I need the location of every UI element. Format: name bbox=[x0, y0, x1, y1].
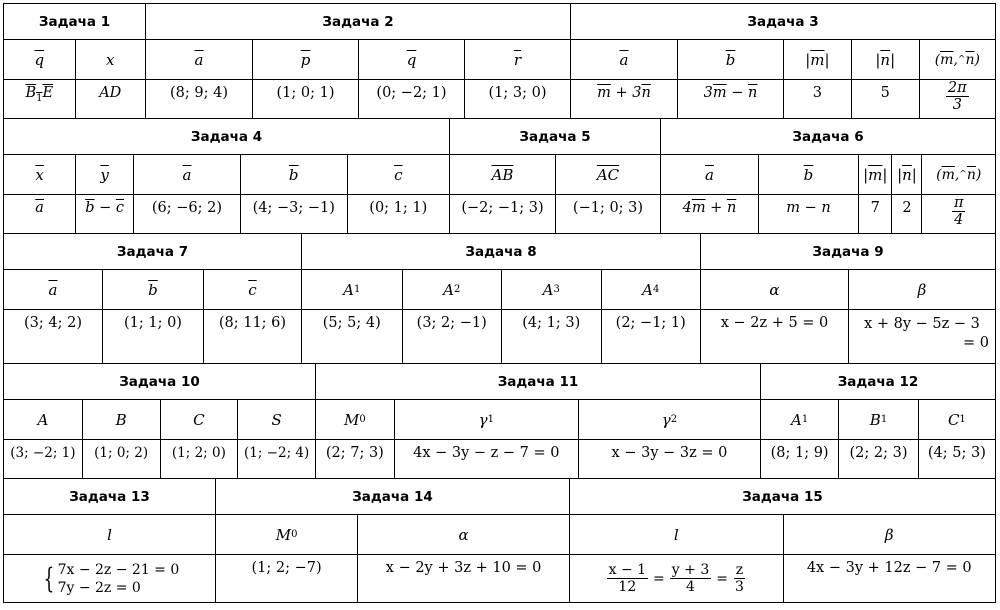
task-11 bbox=[315, 364, 760, 478]
task-title: Задача 8 bbox=[302, 234, 700, 270]
value-a4: (2; −1; 1) bbox=[615, 315, 686, 331]
header-a1: A 1 bbox=[302, 270, 402, 310]
value-b: $3\overline{m} - \overline{n}$ bbox=[703, 85, 758, 101]
band-row-1 bbox=[3, 3, 996, 118]
value-angle: $\frac{\pi}{4}$ bbox=[953, 195, 964, 228]
header-a1: A 1 bbox=[761, 400, 838, 440]
task-15 bbox=[569, 479, 996, 602]
header-b-vector: $\overline{b}$ bbox=[759, 155, 858, 195]
header-a-vector: $\overline{a}$ bbox=[134, 155, 240, 195]
task-8 bbox=[301, 234, 700, 363]
equation-system bbox=[40, 561, 180, 597]
value-angle: $\frac{2\pi}{3}$ bbox=[947, 80, 967, 113]
task-9 bbox=[700, 234, 996, 363]
task-title: Задача 12 bbox=[761, 364, 995, 400]
value-a2: (3; 2; −1) bbox=[416, 315, 487, 331]
band-row-4 bbox=[3, 363, 996, 478]
value-n-modulus: 2 bbox=[902, 200, 912, 216]
task-title: Задача 4 bbox=[4, 119, 449, 155]
header-n-modulus: | $\overline{n}$ | bbox=[892, 155, 921, 195]
header-c-vector: $\overline{c}$ bbox=[348, 155, 449, 195]
value-c: (8; 11; 6) bbox=[218, 315, 287, 331]
value-n-modulus: 5 bbox=[880, 85, 890, 101]
value-gamma1: 4x − 3y − z − 7 = 0 bbox=[413, 445, 560, 461]
header-a3: A 3 bbox=[502, 270, 601, 310]
header-alpha: α bbox=[358, 515, 569, 555]
header-m-modulus: | $\overline{m}$ | bbox=[859, 155, 891, 195]
value-y: $\overline{b} - \overline{c}$ bbox=[85, 200, 124, 216]
header-m0: M 0 bbox=[316, 400, 394, 440]
header-a-vector: $\overline{a}$ bbox=[571, 40, 677, 80]
task-title: Задача 5 bbox=[450, 119, 660, 155]
header-b-vector: $\overline{b}$ bbox=[678, 40, 783, 80]
header-c-vector: $\overline{c}$ bbox=[204, 270, 301, 310]
value-ab: (−2; −1; 3) bbox=[461, 200, 544, 216]
header-gamma1: γ 1 bbox=[395, 400, 578, 440]
value-ac: (−1; 0; 3) bbox=[572, 200, 644, 216]
header-m0: M 0 bbox=[216, 515, 357, 555]
value-a: (6; −6; 2) bbox=[151, 200, 222, 216]
task-3 bbox=[570, 4, 996, 118]
header-l: l bbox=[4, 515, 215, 555]
value-m0: (2; 7; 3) bbox=[325, 445, 384, 461]
value-beta-line-2: = 0 bbox=[963, 335, 989, 351]
header-a-vector: $\overline{a}$ bbox=[146, 40, 252, 80]
value-b: (4; −3; −1) bbox=[252, 200, 335, 216]
task-2 bbox=[145, 4, 570, 118]
task-title: Задача 13 bbox=[4, 479, 215, 515]
task-title: Задача 11 bbox=[316, 364, 760, 400]
band-row-2 bbox=[3, 118, 996, 233]
header-x-vector: $\overline{x}$ bbox=[4, 155, 75, 195]
header-beta: β bbox=[784, 515, 996, 555]
header-b: B bbox=[83, 400, 160, 440]
value-c1: (4; 5; 3) bbox=[927, 445, 986, 461]
header-s: S bbox=[238, 400, 315, 440]
value-p: (1; 0; 1) bbox=[276, 85, 335, 101]
task-13 bbox=[3, 479, 215, 602]
header-q-vector: $\overline{q}$ bbox=[4, 40, 75, 80]
header-r-vector: $\overline{r}$ bbox=[465, 40, 570, 80]
value-line-canonical bbox=[570, 555, 783, 602]
value-a: (8; 9; 4) bbox=[170, 85, 228, 101]
header-gamma2: γ 2 bbox=[579, 400, 760, 440]
header-y-vector: $\overline{y}$ bbox=[76, 155, 133, 195]
task-title: Задача 10 bbox=[4, 364, 315, 400]
header-a4: A 4 bbox=[602, 270, 701, 310]
task-12 bbox=[760, 364, 996, 478]
value-s: (1; −2; 4) bbox=[243, 445, 310, 461]
value-gamma2: x − 3y − 3z = 0 bbox=[611, 445, 728, 461]
task-title: Задача 3 bbox=[571, 4, 995, 40]
task-title: Задача 14 bbox=[216, 479, 569, 515]
band-row-3 bbox=[3, 233, 996, 363]
task-title: Задача 1 bbox=[4, 4, 145, 40]
value-a: (3; −2; 1) bbox=[10, 445, 76, 461]
header-b-vector: $\overline{b}$ bbox=[241, 155, 347, 195]
header-a: A bbox=[4, 400, 82, 440]
value-a: (3; 4; 2) bbox=[24, 315, 82, 331]
value-ad: AD bbox=[99, 85, 122, 101]
value-a3: (4; 1; 3) bbox=[522, 315, 581, 331]
value-b: (1; 0; 2) bbox=[94, 445, 149, 461]
header-c1: C 1 bbox=[919, 400, 995, 440]
task-1 bbox=[3, 4, 145, 118]
header-ab-vector: $\overline{AB}$ bbox=[450, 155, 555, 195]
value-b: m − n bbox=[786, 200, 831, 216]
header-a-vector: $\overline{a}$ bbox=[4, 270, 102, 310]
band-row-5 bbox=[3, 478, 996, 603]
value-m-modulus: 3 bbox=[812, 85, 823, 101]
header-a2: A 2 bbox=[403, 270, 502, 310]
header-p-vector: $\overline{p}$ bbox=[253, 40, 358, 80]
header-angle-mn: ( $\overline{m}$ , ^ $\overline{n}$ ) bbox=[922, 155, 994, 195]
value-c: (1; 2; 0) bbox=[171, 445, 226, 461]
value-m-modulus: 7 bbox=[870, 200, 880, 216]
value-r: (1; 3; 0) bbox=[488, 85, 547, 101]
task-5 bbox=[449, 119, 660, 233]
value-b1: (2; 2; 3) bbox=[849, 445, 908, 461]
task-14 bbox=[215, 479, 569, 602]
header-l: l bbox=[570, 515, 783, 555]
header-x: x bbox=[76, 40, 146, 80]
value-a: $4\overline{m} + \overline{n}$ bbox=[682, 200, 737, 216]
task-7 bbox=[3, 234, 301, 363]
header-alpha: α bbox=[701, 270, 848, 310]
system-eq-2: 7y − 2z = 0 bbox=[57, 580, 141, 596]
task-title: Задача 9 bbox=[701, 234, 995, 270]
value-a1: (8; 1; 9) bbox=[770, 445, 829, 461]
header-beta: β bbox=[849, 270, 995, 310]
value-x: $\overline{a}$ bbox=[35, 200, 44, 216]
task-title: Задача 7 bbox=[4, 234, 301, 270]
header-m-modulus: | $\overline{m}$ | bbox=[784, 40, 851, 80]
task-4 bbox=[3, 119, 449, 233]
value-a: $\overline{m} + 3\overline{n}$ bbox=[597, 85, 651, 101]
system-eq-1: 7x − 2z − 21 = 0 bbox=[57, 562, 180, 578]
value-b: (1; 1; 0) bbox=[123, 315, 182, 331]
brace-icon: { bbox=[43, 562, 54, 595]
task-6 bbox=[660, 119, 996, 233]
header-c: C bbox=[161, 400, 238, 440]
value-line-system bbox=[4, 555, 215, 602]
header-b1: B 1 bbox=[839, 400, 918, 440]
value-a1: (5; 5; 4) bbox=[322, 315, 381, 331]
header-angle-mn: ( $\overline{m}$ , ^ $\overline{n}$ ) bbox=[920, 40, 995, 80]
task-title: Задача 15 bbox=[570, 479, 995, 515]
header-n-modulus: | $\overline{n}$ | bbox=[852, 40, 919, 80]
value-q: (0; −2; 1) bbox=[376, 85, 447, 101]
task-title: Задача 2 bbox=[146, 4, 570, 40]
value-c: (0; 1; 1) bbox=[369, 200, 428, 216]
value-beta: 4x − 3y + 12z − 7 = 0 bbox=[806, 560, 972, 576]
header-b-vector: $\overline{b}$ bbox=[103, 270, 203, 310]
value-alpha: x − 2z + 5 = 0 bbox=[720, 315, 829, 331]
header-ac-vector: $\overline{AC}$ bbox=[556, 155, 660, 195]
value-b1e-vector: $B_1E$ bbox=[25, 85, 54, 104]
header-a-vector: $\overline{a}$ bbox=[661, 155, 758, 195]
task-10 bbox=[3, 364, 315, 478]
value-beta bbox=[849, 310, 995, 363]
canonical-equation: $\frac{x - 1}{12}$ = $\frac{y + 3}{4}$ = $\frac{z}{3}$ bbox=[608, 561, 744, 595]
task-title: Задача 6 bbox=[661, 119, 995, 155]
value-alpha: x − 2y + 3z + 10 = 0 bbox=[385, 560, 542, 576]
value-m0: (1; 2; −7) bbox=[251, 560, 322, 576]
value-beta-line-1: x + 8y − 5z − 3 bbox=[864, 316, 980, 332]
header-q-vector: $\overline{q}$ bbox=[359, 40, 464, 80]
